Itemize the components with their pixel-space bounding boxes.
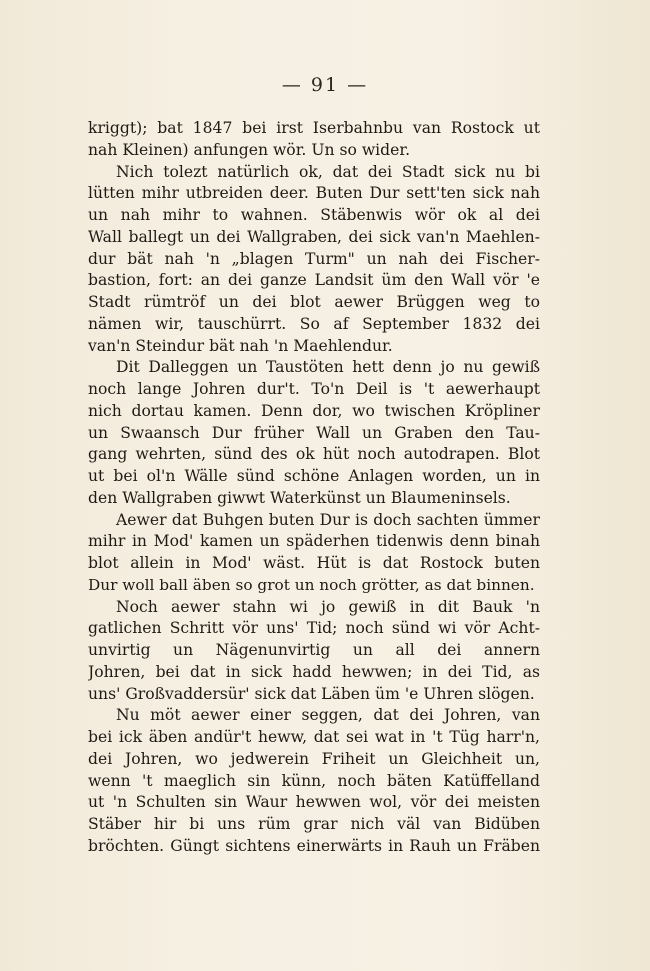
text-line: bei ick äben andür't heww, dat sei wat in 't Tüg harr'n, xyxy=(88,728,540,746)
text-line: lütten mihr utbreiden deer. Buten Dur sett'ten sick nah xyxy=(88,184,540,203)
body-text xyxy=(88,118,540,858)
text-line: ut bei ol'n Wälle sünd schöne Anlagen worden, un in xyxy=(88,467,540,485)
text-line: Nich tolezt natürlich ok, dat dei Stadt sick nu bi xyxy=(116,162,540,181)
text-line: Nu möt aewer einer seggen, dat dei Johren, van xyxy=(116,706,540,725)
text-line: Wall ballegt un dei Wallgraben, dei sick van'n Maehlen- xyxy=(88,227,540,246)
text-line: gatlichen Schritt vör uns' Tid; noch sünd wi vör Acht- xyxy=(88,619,540,638)
text-line: kriggt); bat 1847 bei irst Iserbahnbu van Rostock ut xyxy=(88,119,540,137)
text-line: Dit Dalleggen un Taustöten hett denn jo nu gewiß xyxy=(116,358,540,377)
text-line: blot allein in Mod' wäst. Hüt is dat Rostock buten xyxy=(88,554,540,572)
text-line: van'n Steindur bät nah 'n Maehlendur. xyxy=(88,336,393,355)
text-line: Johren, bei dat in sick hadd hewwen; in dei Tid, as xyxy=(88,662,540,681)
text-line: noch lange Johren dur't. To'n Deil is 't aewerhaupt xyxy=(88,380,540,398)
text-line: un Swaansch Dur früher Wall un Graben den Tau- xyxy=(88,423,540,442)
text-line: dur bät nah 'n „blagen Turm" un nah dei Fischer- xyxy=(88,249,540,268)
text-line: bastion, fort: an dei ganze Landsit üm den Wall vör 'e xyxy=(88,271,540,290)
text-line: nich dortau kamen. Denn dor, wo twischen Kröpliner xyxy=(88,401,540,420)
text-line: Dur woll ball äben so grot un noch grötter, as dat binnen. xyxy=(88,575,535,594)
text-line: wenn 't maeglich sin künn, noch bäten Katüffelland xyxy=(88,771,540,790)
text-line: mihr in Mod' kamen un späderhen tidenwis denn binah xyxy=(88,532,540,551)
text-line: Noch aewer stahn wi jo gewiß in dit Bauk 'n xyxy=(116,597,540,616)
text-line: unvirtig un Nägenunvirtig un all dei annern xyxy=(88,641,540,659)
text-line: dei Johren, wo jedwerein Friheit un Gleichheit un, xyxy=(88,749,540,768)
text-line: nah Kleinen) anfungen wör. Un so wider. xyxy=(88,140,411,159)
text-line: ut 'n Schulten sin Waur hewwen wol, vör dei meisten xyxy=(88,793,540,812)
text-line: uns' Großvaddersür' sick dat Läben üm 'e Uhren slögen. xyxy=(88,684,535,703)
text-line: Stäber hir bi uns rüm grar nich väl van Bidüben xyxy=(88,815,540,833)
text-line: bröchten. Güngt sichtens einerwärts in Rauh un Fräben xyxy=(88,836,540,855)
text-line: Stadt rümtröf un dei blot aewer Brüggen weg to xyxy=(88,293,540,311)
text-line: den Wallgraben giwwt Waterkünst un Blaumeninsels. xyxy=(88,488,511,507)
text-line: nämen wir, tauschürrt. So af September 1832 dei xyxy=(88,314,540,333)
text-line: gang wehrten, sünd des ok hüt noch autodrapen. Blot xyxy=(88,445,540,464)
text-line: un nah mihr to wahnen. Stäbenwis wör ok al dei xyxy=(88,206,540,224)
page-number: — 91 — xyxy=(281,74,369,96)
text-line: Aewer dat Buhgen buten Dur is doch sachten ümmer xyxy=(116,510,540,529)
